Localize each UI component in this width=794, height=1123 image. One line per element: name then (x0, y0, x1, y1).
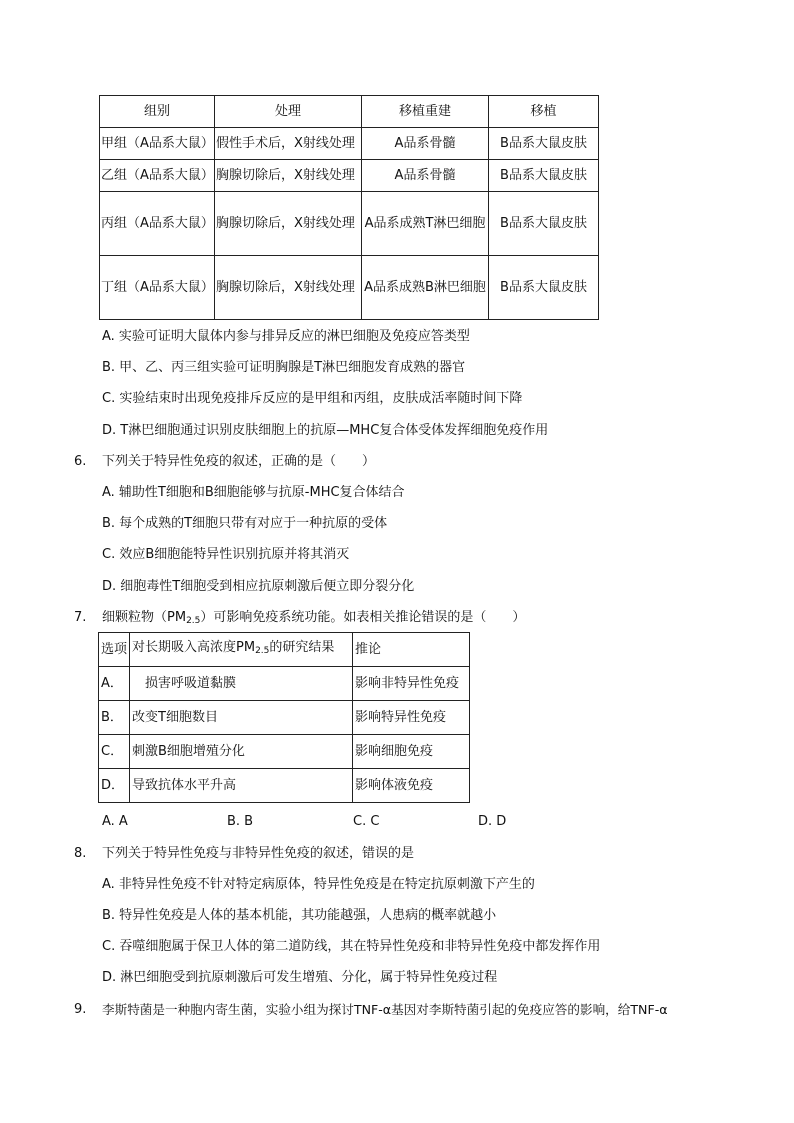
q7-choice-c: C. C (353, 814, 380, 829)
question-stem (102, 609, 525, 630)
table-row (100, 256, 599, 320)
table-cell: 影响特异性免疫 (353, 701, 470, 735)
pm-table (98, 632, 470, 803)
table-cell: 改变T细胞数目 (130, 701, 353, 735)
q8-option-d: D. 淋巴细胞受到抗原刺激后可发生增殖、分化，属于特异性免疫过程 (102, 970, 498, 985)
table-cell: A品系成熟T淋巴细胞 (362, 192, 489, 256)
table-cell: 损害呼吸道黏膜 (130, 667, 353, 701)
stem-part: ）可影响免疫系统功能。如表相关推论错误的是（ ） (200, 610, 526, 625)
table-cell: 胸腺切除后，X射线处理 (215, 256, 362, 320)
question-number: 6. (74, 454, 87, 469)
table-row (99, 667, 470, 701)
table-cell: 乙组（A品系大鼠） (100, 160, 215, 192)
table-header-cell (130, 633, 353, 667)
question-number: 9. (74, 1002, 87, 1017)
q7-choice-a: A. A (102, 814, 128, 829)
table-cell: 影响体液免疫 (353, 769, 470, 803)
table-cell: 丙组（A品系大鼠） (100, 192, 215, 256)
table-header-cell: 组别 (100, 96, 215, 128)
table-cell: C． (99, 735, 130, 769)
experiment-table (99, 95, 599, 320)
table-cell: D． (99, 769, 130, 803)
question-number: 8. (74, 846, 87, 861)
table-cell: 影响非特异性免疫 (353, 667, 470, 701)
table-cell: B品系大鼠皮肤 (489, 192, 599, 256)
header-part: 的研究结果 (269, 640, 335, 655)
table-cell: B品系大鼠皮肤 (489, 160, 599, 192)
q6-option-d: D. 细胞毒性T细胞受到相应抗原刺激后便立即分裂分化 (102, 579, 415, 594)
header-subscript: 2.5 (255, 646, 270, 656)
table-cell: 胸腺切除后，X射线处理 (215, 160, 362, 192)
table-row (99, 701, 470, 735)
question-stem: 李斯特菌是一种胞内寄生菌，实验小组为探讨TNF-α基因对李斯特菌引起的免疫应答的影响，给TNF-α (102, 1002, 668, 1017)
table-header-cell: 推论 (353, 633, 470, 667)
table-header-row (100, 96, 599, 128)
table-cell: 刺激B细胞增殖分化 (130, 735, 353, 769)
table-cell: 丁组（A品系大鼠） (100, 256, 215, 320)
question-stem: 下列关于特异性免疫与非特异性免疫的叙述，错误的是 (102, 846, 415, 861)
table-cell: 甲组（A品系大鼠） (100, 128, 215, 160)
table-header-row (99, 633, 470, 667)
table-row (100, 128, 599, 160)
table-cell: B品系大鼠皮肤 (489, 256, 599, 320)
table-row (99, 735, 470, 769)
table-cell: A品系骨髓 (362, 160, 489, 192)
question-stem: 下列关于特异性免疫的叙述，正确的是（ ） (102, 454, 376, 469)
q8-option-c: C. 吞噬细胞属于保卫人体的第二道防线，其在特异性免疫和非特异性免疫中都发挥作用 (102, 939, 601, 954)
table-row (100, 192, 599, 256)
table-row (100, 160, 599, 192)
table-cell: 假性手术后，X射线处理 (215, 128, 362, 160)
q8-option-b: B. 特异性免疫是人体的基本机能，其功能越强，人患病的概率就越小 (102, 908, 497, 923)
table-header-cell: 选项 (99, 633, 130, 667)
q5-option-a: A. 实验可证明大鼠体内参与排异反应的淋巴细胞及免疫应答类型 (102, 329, 470, 344)
q5-option-d: D. T淋巴细胞通过识别皮肤细胞上的抗原—MHC复合体受体发挥细胞免疫作用 (102, 423, 549, 438)
q6-option-a: A. 辅助性T细胞和B细胞能够与抗原-MHC复合体结合 (102, 485, 405, 500)
header-part: 对长期吸入高浓度PM (132, 640, 256, 655)
stem-part: 细颗粒物（PM (102, 610, 187, 625)
table-cell: A． (99, 667, 130, 701)
q6-option-b: B. 每个成熟的T细胞只带有对应于一种抗原的受体 (102, 516, 388, 531)
table-cell: 影响细胞免疫 (353, 735, 470, 769)
q8-option-a: A. 非特异性免疫不针对特定病原体，特异性免疫是在特定抗原刺激下产生的 (102, 877, 535, 892)
q5-option-c: C. 实验结束时出现免疫排斥反应的是甲组和丙组，皮肤成活率随时间下降 (102, 391, 523, 406)
q5-option-b: B. 甲、乙、丙三组实验可证明胸腺是T淋巴细胞发育成熟的器官 (102, 360, 466, 375)
table-cell: 胸腺切除后，X射线处理 (215, 192, 362, 256)
table-cell: A品系骨髓 (362, 128, 489, 160)
table-header-cell: 处理 (215, 96, 362, 128)
table-cell: 导致抗体水平升高 (130, 769, 353, 803)
q6-option-c: C. 效应B细胞能特异性识别抗原并将其消灭 (102, 547, 350, 562)
question-number: 7. (74, 610, 87, 625)
table-cell: B． (99, 701, 130, 735)
q7-choice-d: D. D (478, 814, 507, 829)
table-cell: B品系大鼠皮肤 (489, 128, 599, 160)
table-cell: A品系成熟B淋巴细胞 (362, 256, 489, 320)
table-header-cell: 移植重建 (362, 96, 489, 128)
table-row (99, 769, 470, 803)
stem-subscript: 2.5 (186, 616, 201, 626)
q7-choice-b: B. B (227, 814, 254, 829)
table-header-cell: 移植 (489, 96, 599, 128)
